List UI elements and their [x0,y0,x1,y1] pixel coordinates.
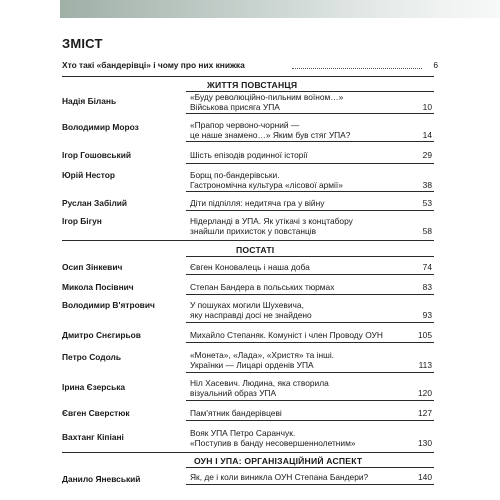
entry-author: Юрій Нестор [62,170,116,180]
entry-title-line: Степан Бандера в польських тюрмах [190,282,335,292]
entry-author: Петро Содоль [62,352,121,362]
intro-leader [292,67,422,69]
entry-title-line: знайшли прихисток у повстанців [190,226,317,236]
entry-rule [186,191,434,192]
entry-title-line: Борщ по-бандерівськи. [190,170,280,180]
entry-title-line: Вояк УПА Петро Саранчук. [190,428,296,438]
entry-rule [186,163,434,164]
section-rule [62,452,434,453]
entry-title-line: візуальний образ УПА [190,388,277,398]
entry-author: Руслан Забілий [62,198,128,208]
entry-author: Дмитро Снєгирьов [62,330,141,340]
entry-title-line: Військова присяга УПА [190,102,280,112]
entry-rule [186,274,434,275]
entry-rule [186,420,434,421]
entry-title-line: «Буду революційно-пильним воїном…» [190,92,344,102]
entry-page: 14 [422,130,432,140]
entry-rule [186,113,434,114]
entry-author: Володимир В'ятрович [62,300,155,310]
entry-page: 130 [418,438,432,448]
entry-author: Євген Сверстюк [62,408,130,418]
section-rule [62,76,434,77]
entry-author: Ігор Бігун [62,216,102,226]
entry-page: 83 [422,282,432,292]
entry-page: 10 [422,102,432,112]
section-heading: ОУН І УПА: ОРГАНІЗАЦІЙНИЙ АСПЕКТ [194,456,363,466]
entry-title-line: яку насправді досі не знайдено [190,310,312,320]
entry-title-line: Нідерланді в УПА. Як утікачі з концтабору [190,216,353,226]
entry-title-line: Михайло Степаняк. Комуніст і член Проводу ОУН [190,330,383,340]
entry-title-line: «Поступив в банду несовершеннолетним» [190,438,356,448]
entry-title-line: «Монета», «Лада», «Христя» та інші. [190,350,335,360]
entry-title-line: «Прапор червоно-чорний — [190,120,300,130]
entry-rule [186,372,434,373]
entry-title-line: Ніл Хасевич. Людина, яка створила [190,378,329,388]
intro-title: Хто такі «бандерівці» і чому про них книжка [62,60,245,70]
section-rule [186,256,434,257]
entry-author: Ірина Єзерська [62,382,126,392]
entry-author: Данило Яневський [62,474,141,484]
entry-rule [186,342,434,343]
entry-author: Осип Зінкевич [62,262,123,272]
entry-title-line: це наше знамено…» Яким був стяг УПА? [190,130,351,140]
entry-page: 120 [418,388,432,398]
entry-title-line: Як, де і коли виникла ОУН Степана Бандери? [190,472,369,482]
entry-title-line: У пошуках могили Шухевича, [190,300,304,310]
section-heading: ПОСТАТІ [236,245,275,255]
entry-page: 29 [422,150,432,160]
header-photo-strip [60,0,500,18]
entry-author: Вахтанг Кіпіані [62,432,124,442]
entry-author: Ігор Гошовський [62,150,132,160]
entry-page: 53 [422,198,432,208]
entry-page: 127 [418,408,432,418]
section-heading: ЖИТТЯ ПОВСТАНЦЯ [207,80,298,90]
section-rule [62,240,434,241]
entry-page: 58 [422,226,432,236]
entry-rule [186,210,434,211]
entry-title-line: Гастрономічна культура «лісової армії» [190,180,343,190]
entry-rule [186,400,434,401]
entry-page: 113 [418,360,432,370]
entry-title-line: Шість епізодів родинної історії [190,150,308,160]
entry-title-line: Пам'ятник бандерівцеві [190,408,282,418]
entry-title-line: Діти підпілля: недитяча гра у війну [190,198,325,208]
intro-page: 6 [433,60,438,70]
entry-author: Надія Білань [62,96,117,106]
entry-author: Микола Посівнич [62,282,134,292]
page-title: ЗМІСТ [62,36,103,51]
entry-title-line: Українки — Лицарі орденів УПА [190,360,314,370]
entry-page: 74 [422,262,432,272]
entry-page: 93 [422,310,432,320]
entry-rule [186,141,434,142]
entry-page: 38 [422,180,432,190]
section-rule [186,467,434,468]
entry-rule [186,294,434,295]
entry-title-line: Євген Коновалець і наша доба [190,262,310,272]
entry-author: Володимир Мороз [62,122,139,132]
entry-rule [186,484,434,485]
entry-rule [186,322,434,323]
entry-page: 140 [418,472,432,482]
entry-page: 105 [418,330,432,340]
